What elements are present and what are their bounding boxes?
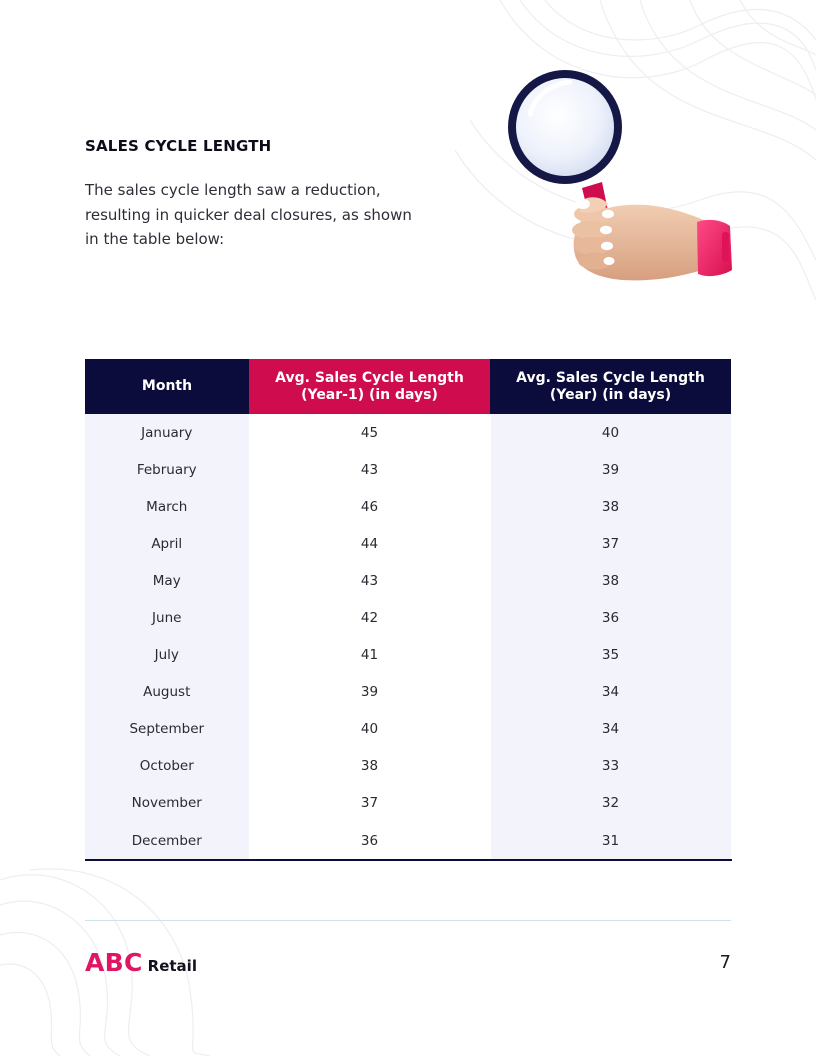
- cell-year-1: 41: [249, 637, 490, 674]
- cell-year: 36: [490, 599, 731, 636]
- header-year: Avg. Sales Cycle Length (Year) (in days): [490, 359, 731, 414]
- cell-year: 40: [490, 414, 731, 451]
- footer-divider: [85, 920, 731, 921]
- table-row: [85, 599, 731, 636]
- cell-year-1: 36: [249, 822, 490, 860]
- cell-year-1: 37: [249, 785, 490, 822]
- table-row: [85, 785, 731, 822]
- table-row: [85, 711, 731, 748]
- cell-month: July: [85, 637, 249, 674]
- cell-year-1: 40: [249, 711, 490, 748]
- cell-month: February: [85, 451, 249, 488]
- cell-month: May: [85, 562, 249, 599]
- sales-cycle-table: [85, 359, 732, 861]
- cell-month: December: [85, 822, 249, 860]
- cell-year-1: 45: [249, 414, 490, 451]
- cell-year-1: 44: [249, 525, 490, 562]
- table-row: [85, 822, 731, 860]
- table-row: [85, 637, 731, 674]
- table-row: [85, 414, 731, 451]
- cell-year: 32: [490, 785, 731, 822]
- cell-year: 39: [490, 451, 731, 488]
- cell-year-1: 43: [249, 451, 490, 488]
- cell-month: March: [85, 488, 249, 525]
- cell-month: November: [85, 785, 249, 822]
- cell-year-1: 43: [249, 562, 490, 599]
- table-header-row: [85, 359, 731, 414]
- cell-year-1: 39: [249, 674, 490, 711]
- page-number: 7: [719, 952, 731, 973]
- header-year-1: Avg. Sales Cycle Length (Year-1) (in days): [249, 359, 490, 414]
- table-row: [85, 748, 731, 785]
- cell-year-1: 46: [249, 488, 490, 525]
- cell-month: June: [85, 599, 249, 636]
- cell-month: October: [85, 748, 249, 785]
- table-row: [85, 674, 731, 711]
- section-intro: The sales cycle length saw a reduction, resulting in quicker deal closures, as shown in the table below:: [85, 181, 412, 248]
- table-row: [85, 562, 731, 599]
- cell-year: 38: [490, 562, 731, 599]
- cell-year: 34: [490, 674, 731, 711]
- cell-month: September: [85, 711, 249, 748]
- cell-month: April: [85, 525, 249, 562]
- brand-secondary: Retail: [147, 957, 197, 975]
- cell-month: January: [85, 414, 249, 451]
- magnifying-glass-hand-icon: [490, 62, 750, 292]
- cell-year: 31: [490, 822, 731, 860]
- header-month: Month: [85, 359, 249, 414]
- table-row: [85, 488, 731, 525]
- table-row: [85, 525, 731, 562]
- table-row: [85, 451, 731, 488]
- cell-year-1: 42: [249, 599, 490, 636]
- cell-year: 37: [490, 525, 731, 562]
- cell-year: 35: [490, 637, 731, 674]
- cell-year: 38: [490, 488, 731, 525]
- cell-year: 34: [490, 711, 731, 748]
- section-title: SALES CYCLE LENGTH: [85, 137, 272, 155]
- cell-year-1: 38: [249, 748, 490, 785]
- cell-year: 33: [490, 748, 731, 785]
- cell-month: August: [85, 674, 249, 711]
- brand-primary: ABC: [85, 948, 143, 977]
- brand-logo: [85, 948, 197, 977]
